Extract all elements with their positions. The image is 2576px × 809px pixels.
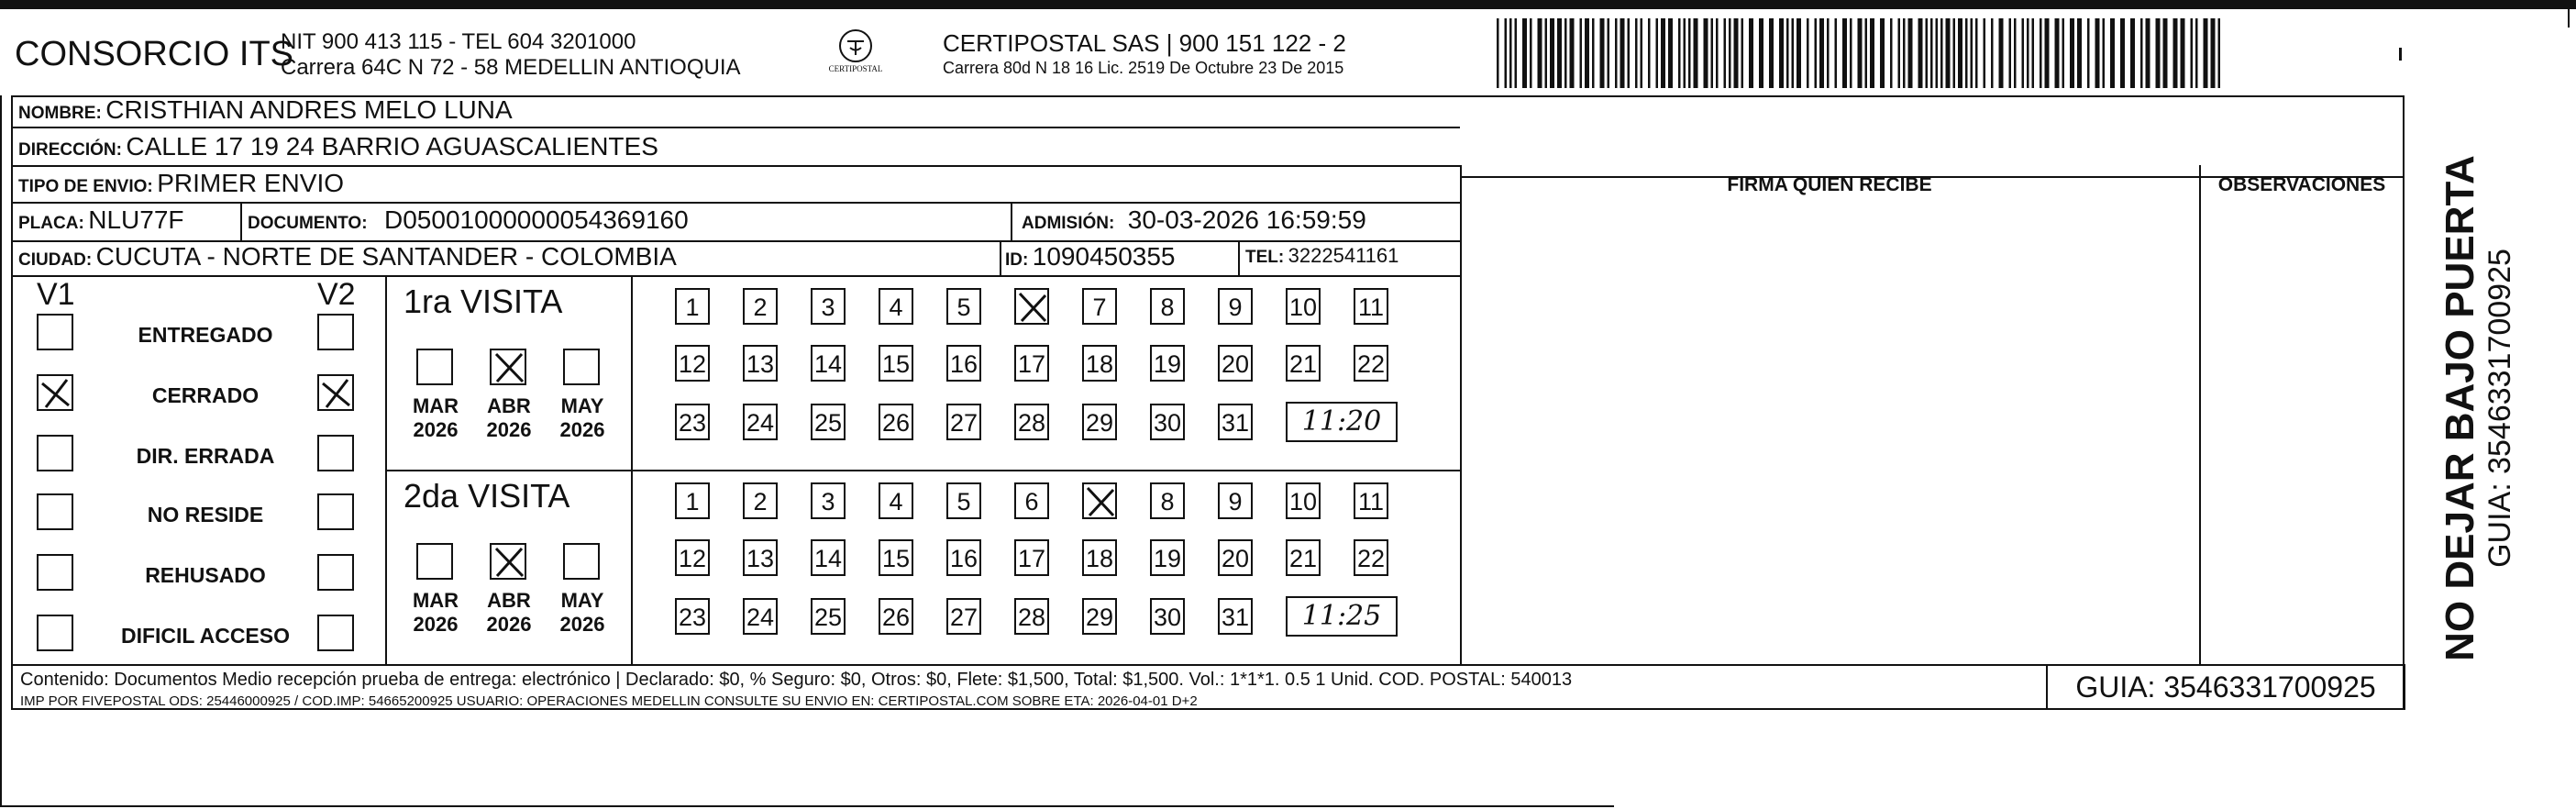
day-box[interactable]: 8 — [1150, 482, 1185, 519]
barcode-bar — [1648, 18, 1651, 88]
day-box[interactable] — [1014, 288, 1049, 325]
row-divider — [11, 202, 1460, 204]
barcode-bar — [1724, 18, 1727, 88]
barcode-bar — [1620, 18, 1625, 88]
nombre-row — [18, 95, 513, 125]
barcode-bar — [2146, 18, 2150, 88]
barcode-bar — [1971, 18, 1973, 88]
day-box[interactable]: 22 — [1354, 345, 1388, 382]
barcode-bar — [2009, 18, 2012, 88]
month-checkbox[interactable] — [490, 349, 526, 385]
barcode-bar — [1865, 18, 1868, 88]
month-name: MAR — [412, 394, 459, 417]
barcode-bar — [1515, 18, 1518, 88]
month-checkbox[interactable] — [563, 543, 600, 580]
guia-number: GUIA: 3546331700925 — [2046, 664, 2405, 710]
day-box[interactable]: 29 — [1082, 598, 1117, 635]
direccion-value: CALLE 17 19 24 BARRIO AGUASCALIENTES — [126, 132, 658, 161]
barcode-bar — [2103, 18, 2106, 88]
month-year: 2026 — [559, 613, 605, 636]
barcode-bar — [1759, 18, 1763, 88]
barcode-bar — [1641, 18, 1643, 88]
day-box[interactable]: 16 — [946, 539, 981, 576]
barcode-bar — [2027, 18, 2029, 88]
barcode-bar — [1656, 18, 1659, 88]
barcode-bar — [1704, 18, 1708, 88]
day-box[interactable]: 23 — [675, 598, 710, 635]
day-box[interactable]: 5 — [946, 288, 981, 325]
barcode-bar — [1965, 18, 1968, 88]
month-label — [404, 589, 468, 637]
certipostal-logo — [810, 28, 901, 83]
barcode-bar — [2095, 18, 2100, 88]
day-box[interactable]: 4 — [879, 482, 913, 519]
barcode-bar — [1880, 18, 1885, 88]
barcode-bar — [1580, 18, 1583, 88]
day-box[interactable]: 10 — [1286, 482, 1321, 519]
barcode-bar — [1550, 18, 1554, 88]
day-box[interactable]: 11 — [1354, 288, 1388, 325]
month-name: ABR — [487, 394, 531, 417]
barcode-bar — [2140, 18, 2143, 88]
month-checkbox[interactable] — [416, 349, 453, 385]
v1-checkbox[interactable] — [37, 374, 73, 411]
day-box[interactable]: 15 — [879, 539, 913, 576]
day-box[interactable]: 24 — [743, 404, 778, 440]
tel-label: TEL: — [1245, 248, 1285, 267]
barcode-bar — [1850, 18, 1852, 88]
barcode-bar — [2173, 18, 2178, 88]
id-cell — [1005, 242, 1176, 272]
day-box[interactable]: 13 — [743, 345, 778, 382]
side-guia-number: GUIA: 3546331700925 — [2482, 249, 2517, 568]
month-label — [550, 394, 614, 442]
courier-license: Carrera 80d N 18 16 Lic. 2519 De Octubre 23 De 2015 — [943, 59, 1344, 77]
col-divider — [2199, 165, 2201, 664]
check-mark-icon — [319, 376, 354, 411]
month-label — [477, 394, 541, 442]
barcode-bar — [1522, 18, 1527, 88]
status-label: DIR. ERRADA — [136, 444, 275, 468]
direccion-row — [18, 132, 658, 161]
check-mark-icon — [1084, 484, 1117, 519]
barcode-bar — [1918, 18, 1923, 88]
v2-checkbox[interactable] — [317, 493, 354, 530]
barcode-bar — [2014, 18, 2017, 88]
visit-title: 1ra VISITA — [404, 283, 563, 320]
status-label: ENTREGADO — [138, 323, 273, 347]
day-box[interactable]: 16 — [946, 345, 981, 382]
tipo-value: PRIMER ENVIO — [157, 169, 345, 197]
barcode-bar — [1792, 18, 1795, 88]
col-divider — [385, 275, 387, 664]
barcode-bar — [1946, 18, 1951, 88]
barcode-bar — [1999, 18, 2004, 88]
day-box[interactable]: 3 — [811, 288, 846, 325]
side-label — [2438, 133, 2517, 683]
logo-text: CERTIPOSTAL — [828, 64, 883, 73]
barcode-bar — [1684, 18, 1686, 88]
barcode-bar — [2022, 18, 2025, 88]
month-label — [404, 394, 468, 442]
day-box[interactable]: 19 — [1150, 539, 1185, 576]
day-box[interactable]: 25 — [811, 404, 846, 440]
documento-cell — [248, 205, 689, 235]
barcode-bar — [2055, 18, 2060, 88]
barcode-bar — [1530, 18, 1532, 88]
cut-line — [0, 805, 1614, 807]
barcode-bar — [1509, 18, 1512, 88]
day-box[interactable]: 8 — [1150, 288, 1185, 325]
v2-checkbox[interactable] — [317, 554, 354, 591]
row-divider — [11, 127, 1460, 128]
barcode-bar — [1608, 18, 1610, 88]
v1-checkbox[interactable] — [37, 493, 73, 530]
barcode-bar — [2195, 18, 2198, 88]
barcode-bar — [1769, 18, 1774, 88]
barcode-bar — [2087, 18, 2090, 88]
month-label — [550, 589, 614, 637]
day-box[interactable]: 28 — [1014, 404, 1049, 440]
barcode-bar — [1628, 18, 1631, 88]
day-box[interactable]: 9 — [1218, 288, 1253, 325]
visit-time: 11:20 — [1286, 402, 1398, 442]
day-box[interactable] — [1082, 482, 1117, 519]
ciudad-cell — [18, 242, 677, 272]
v2-checkbox[interactable] — [317, 314, 354, 350]
barcode-bar — [1930, 18, 1933, 88]
day-box[interactable]: 25 — [811, 598, 846, 635]
day-box[interactable]: 12 — [675, 539, 710, 576]
placa-value: NLU77F — [88, 205, 184, 234]
barcode-bar — [2110, 18, 2115, 88]
barcode-bar — [1940, 18, 1943, 88]
day-box[interactable]: 2 — [743, 288, 778, 325]
courier-details — [943, 29, 1346, 79]
barcode-bar — [2163, 18, 2168, 88]
barcode-bar — [1815, 18, 1818, 88]
day-box[interactable]: 18 — [1082, 539, 1117, 576]
day-box[interactable]: 31 — [1218, 404, 1253, 440]
barcode-bar — [1615, 18, 1618, 88]
barcode-bar — [2077, 18, 2082, 88]
firma-header: FIRMA QUIEN RECIBE — [1727, 174, 1932, 195]
day-box[interactable]: 30 — [1150, 404, 1185, 440]
observaciones-header: OBSERVACIONES — [2217, 174, 2386, 195]
barcode-bar — [2130, 18, 2135, 88]
barcode-bar — [1779, 18, 1784, 88]
v1-header: V1 — [37, 277, 75, 312]
barcode-bar — [2191, 18, 2194, 88]
check-mark-icon — [492, 350, 526, 385]
barcode-bar — [1557, 18, 1562, 88]
day-box[interactable]: 12 — [675, 345, 710, 382]
cut-line — [0, 95, 2, 807]
month-year: 2026 — [413, 613, 459, 636]
day-box[interactable]: 21 — [1286, 345, 1321, 382]
footer-print-info: IMP POR FIVEPOSTAL ODS: 25446000925 / COD.IMP: 54665200925 USUARIO: OPERACIONES MEDELLIN CONSULTE SU ENVIO EN: CERTIPOSTAL.COM SOBRE ETA: 2026-04-01 D+2 — [20, 693, 1198, 709]
barcode-bar — [1635, 18, 1638, 88]
day-box[interactable]: 14 — [811, 539, 846, 576]
day-box[interactable]: 24 — [743, 598, 778, 635]
barcode-bar — [1668, 18, 1673, 88]
documento-label: DOCUMENTO: — [248, 214, 368, 233]
barcode-bar — [1570, 18, 1575, 88]
month-checkbox[interactable] — [563, 349, 600, 385]
day-box[interactable]: 17 — [1014, 345, 1049, 382]
month-name: MAY — [560, 394, 604, 417]
day-box[interactable]: 26 — [879, 404, 913, 440]
status-label: REHUSADO — [145, 563, 266, 587]
col-divider — [240, 202, 242, 240]
month-checkbox[interactable] — [416, 543, 453, 580]
day-box[interactable]: 1 — [675, 482, 710, 519]
barcode-bar — [1842, 18, 1847, 88]
visit-title: 2da VISITA — [404, 477, 570, 515]
month-year: 2026 — [486, 613, 532, 636]
courier-name: CERTIPOSTAL SAS | 900 151 122 - 2 — [943, 29, 1346, 57]
barcode-bar — [1903, 18, 1906, 88]
barcode-bar — [1716, 18, 1719, 88]
barcode-bar — [1835, 18, 1838, 88]
barcode-bar — [1564, 18, 1567, 88]
tipo-row — [18, 169, 344, 198]
id-label: ID: — [1005, 250, 1029, 270]
day-box[interactable]: 17 — [1014, 539, 1049, 576]
barcode-bar — [1870, 18, 1874, 88]
company-nit: NIT 900 413 115 - TEL 604 3201000 — [281, 29, 636, 54]
day-box[interactable]: 27 — [946, 404, 981, 440]
top-border-bar — [0, 0, 2576, 9]
barcode-bar — [1797, 18, 1801, 88]
barcode — [1497, 18, 2227, 88]
barcode-bar — [1505, 18, 1508, 88]
v2-checkbox[interactable] — [317, 374, 354, 411]
month-year: 2026 — [413, 418, 459, 441]
placa-cell — [18, 205, 184, 235]
v2-checkbox[interactable] — [317, 615, 354, 651]
barcode-bar — [1734, 18, 1739, 88]
direccion-label: DIRECCIÓN: — [18, 140, 122, 160]
no-dejar-warning: NO DEJAR BAJO PUERTA — [2438, 155, 2482, 661]
month-year: 2026 — [559, 418, 605, 441]
day-box[interactable]: 26 — [879, 598, 913, 635]
month-name: ABR — [487, 589, 531, 612]
edge-mark — [2568, 0, 2570, 28]
day-box[interactable]: 14 — [811, 345, 846, 382]
day-box[interactable]: 27 — [946, 598, 981, 635]
day-box[interactable]: 10 — [1286, 288, 1321, 325]
day-box[interactable]: 23 — [675, 404, 710, 440]
barcode-bar — [1600, 18, 1605, 88]
status-label: CERRADO — [151, 383, 260, 407]
company-address: Carrera 64C N 72 - 58 MEDELLIN ANTIOQUIA — [281, 55, 741, 80]
barcode-bar — [2120, 18, 2125, 88]
col-divider — [1000, 240, 1001, 275]
day-box[interactable]: 3 — [811, 482, 846, 519]
edge-mark — [2399, 48, 2402, 61]
barcode-bar — [1953, 18, 1956, 88]
day-box[interactable]: 5 — [946, 482, 981, 519]
barcode-bar — [2211, 18, 2216, 88]
barcode-bar — [1694, 18, 1698, 88]
day-box[interactable]: 29 — [1082, 404, 1117, 440]
check-mark-icon — [39, 376, 73, 411]
col-divider — [1238, 240, 1240, 275]
barcode-bar — [2218, 18, 2221, 88]
nombre-label: NOMBRE: — [18, 104, 102, 123]
placa-label: PLACA: — [18, 214, 84, 233]
day-box[interactable]: 21 — [1286, 539, 1321, 576]
barcode-bar — [1545, 18, 1548, 88]
barcode-bar — [1819, 18, 1824, 88]
logo-emblem-icon — [837, 28, 874, 64]
day-box[interactable]: 15 — [879, 345, 913, 382]
id-value: 1090450355 — [1032, 242, 1176, 271]
row-divider — [11, 165, 1460, 167]
barcode-bar — [1585, 18, 1589, 88]
col-divider — [1011, 202, 1012, 240]
barcode-bar — [2181, 18, 2185, 88]
day-box[interactable]: 1 — [675, 288, 710, 325]
barcode-bar — [2204, 18, 2208, 88]
barcode-bar — [1858, 18, 1863, 88]
admision-cell — [1022, 205, 1366, 235]
day-box[interactable]: 11 — [1354, 482, 1388, 519]
check-mark-icon — [1016, 290, 1049, 325]
month-name: MAR — [412, 589, 459, 612]
barcode-bar — [1807, 18, 1809, 88]
barcode-bar — [1688, 18, 1691, 88]
barcode-bar — [1898, 18, 1901, 88]
barcode-bar — [1592, 18, 1595, 88]
company-details — [281, 29, 741, 81]
tipo-label: TIPO DE ENVIO: — [18, 177, 153, 196]
documento-value: D05001000000054369160 — [384, 205, 689, 234]
footer-contents: Contenido: Documentos Medio recepción prueba de entrega: electrónico | Declarado: $0, % Seguro: $0, Otros: $0, Flete: $1,500, Total: $1,500. Vol.: 1*1*1. 0.5 1 Unid. COD. POSTAL: 540013 — [20, 670, 1573, 690]
v1-checkbox[interactable] — [37, 554, 73, 591]
day-box[interactable]: 13 — [743, 539, 778, 576]
barcode-bar — [1936, 18, 1939, 88]
tel-value: 3222541161 — [1288, 244, 1399, 267]
v1-checkbox[interactable] — [37, 435, 73, 471]
barcode-bar — [1786, 18, 1789, 88]
v2-checkbox[interactable] — [317, 435, 354, 471]
month-year: 2026 — [486, 418, 532, 441]
day-box[interactable]: 4 — [879, 288, 913, 325]
day-box[interactable]: 20 — [1218, 345, 1253, 382]
row-divider — [11, 275, 1460, 277]
col-divider — [1460, 165, 1462, 664]
status-label: DIFICIL ACCESO — [120, 624, 290, 648]
month-name: MAY — [560, 589, 604, 612]
barcode-bar — [2062, 18, 2065, 88]
barcode-bar — [1711, 18, 1714, 88]
day-box[interactable]: 18 — [1082, 345, 1117, 382]
barcode-bar — [1827, 18, 1830, 88]
barcode-bar — [1538, 18, 1542, 88]
barcode-bar — [2032, 18, 2035, 88]
col-divider — [631, 275, 633, 664]
ciudad-value: CUCUTA - NORTE DE SANTANDER - COLOMBIA — [95, 242, 677, 271]
admision-label: ADMISIÓN: — [1022, 214, 1115, 233]
barcode-bar — [1678, 18, 1681, 88]
barcode-bar — [1741, 18, 1744, 88]
day-box[interactable]: 28 — [1014, 598, 1049, 635]
day-box[interactable]: 19 — [1150, 345, 1185, 382]
day-box[interactable]: 22 — [1354, 539, 1388, 576]
barcode-bar — [1908, 18, 1913, 88]
row-divider — [385, 470, 1460, 471]
day-box[interactable]: 30 — [1150, 598, 1185, 635]
barcode-bar — [1729, 18, 1731, 88]
v1-checkbox[interactable] — [37, 314, 73, 350]
barcode-bar — [1749, 18, 1753, 88]
day-box[interactable]: 31 — [1218, 598, 1253, 635]
barcode-bar — [1890, 18, 1893, 88]
barcode-bar — [1984, 18, 1986, 88]
ciudad-label: CIUDAD: — [18, 250, 93, 270]
month-checkbox[interactable] — [490, 543, 526, 580]
nombre-value: CRISTHIAN ANDRES MELO LUNA — [105, 95, 513, 124]
day-box[interactable]: 6 — [1014, 482, 1049, 519]
status-label: NO RESIDE — [147, 503, 264, 526]
day-box[interactable]: 7 — [1082, 288, 1117, 325]
check-mark-icon — [492, 545, 526, 580]
v2-header: V2 — [317, 277, 356, 312]
barcode-bar — [2045, 18, 2050, 88]
barcode-bar — [1497, 18, 1499, 88]
day-box[interactable]: 2 — [743, 482, 778, 519]
day-box[interactable]: 9 — [1218, 482, 1253, 519]
tel-cell — [1245, 244, 1399, 268]
admision-value: 30-03-2026 16:59:59 — [1127, 205, 1366, 234]
month-label — [477, 589, 541, 637]
visit-time: 11:25 — [1286, 596, 1398, 637]
barcode-bar — [1661, 18, 1665, 88]
v1-checkbox[interactable] — [37, 615, 73, 651]
barcode-bar — [2070, 18, 2074, 88]
barcode-bar — [1958, 18, 1962, 88]
barcode-bar — [2040, 18, 2042, 88]
barcode-bar — [1926, 18, 1929, 88]
barcode-bar — [2156, 18, 2161, 88]
barcode-bar — [1975, 18, 1978, 88]
barcode-bar — [1991, 18, 1994, 88]
company-name: CONSORCIO ITS — [15, 35, 294, 73]
day-box[interactable]: 20 — [1218, 539, 1253, 576]
